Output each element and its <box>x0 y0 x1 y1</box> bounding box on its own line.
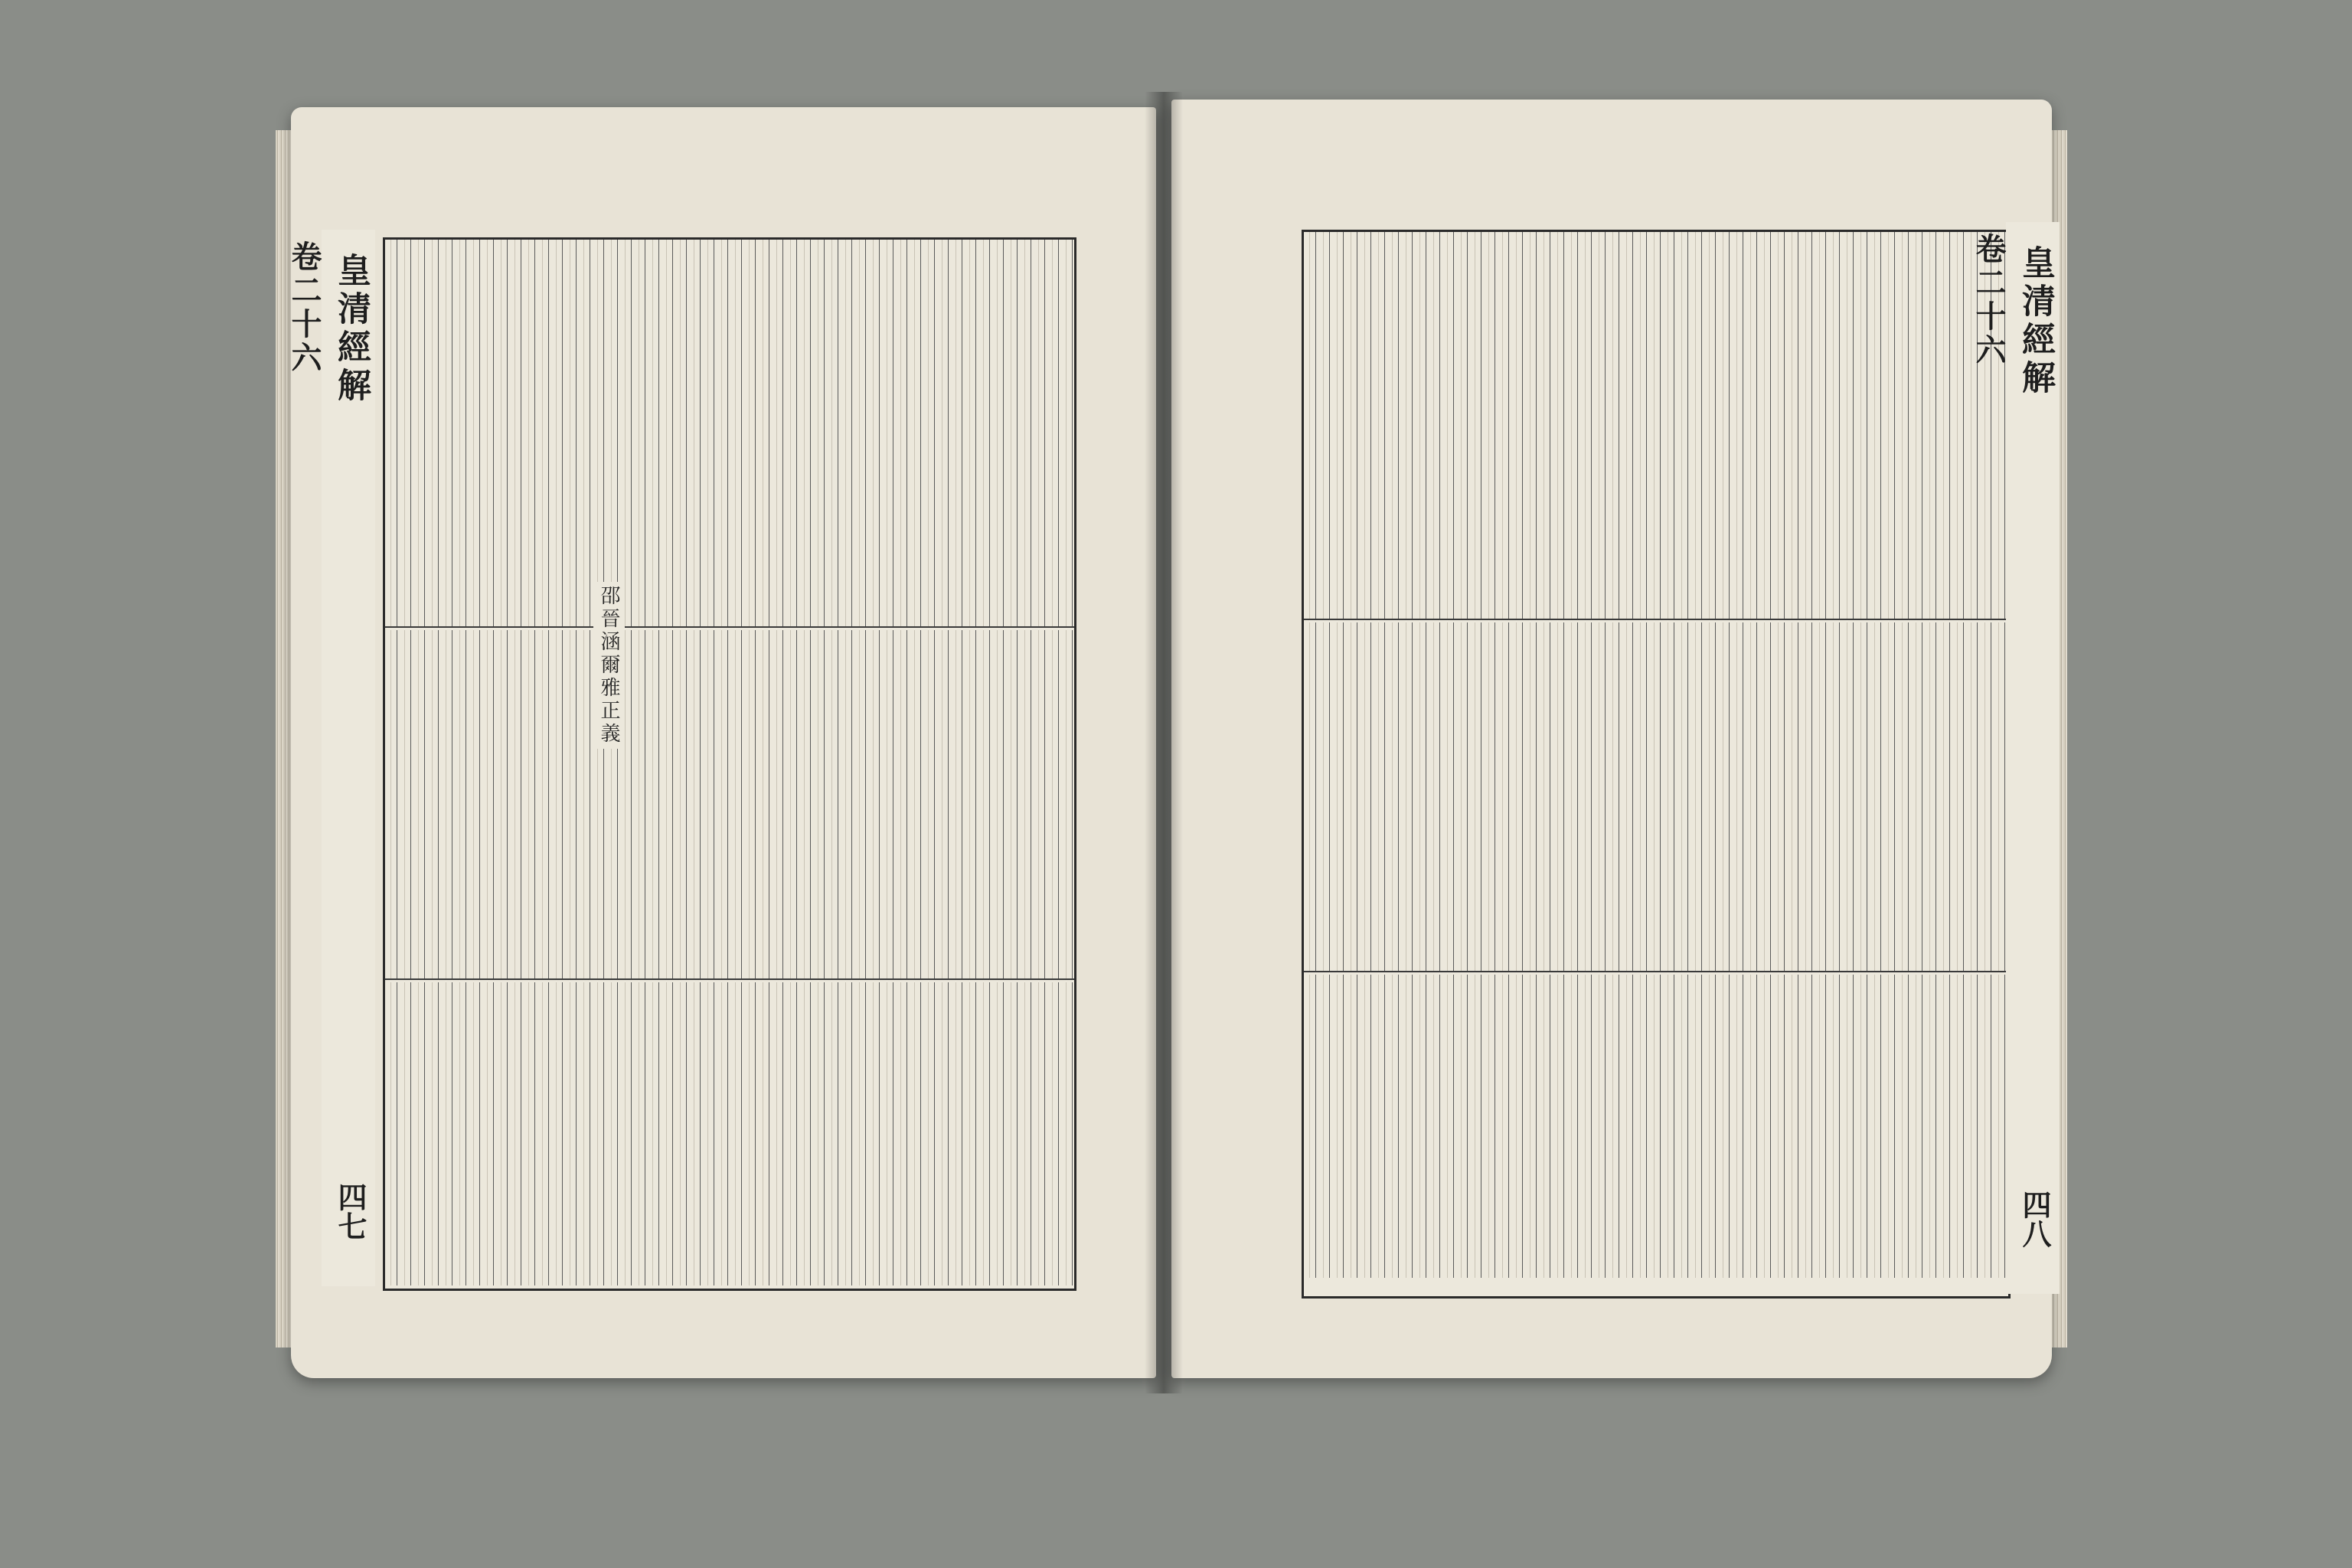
right-text-register-top <box>1304 232 2008 620</box>
book-gutter <box>1145 92 1183 1393</box>
left-text-frame <box>383 237 1076 1291</box>
right-chapter-label: 卷二十六 <box>1971 233 2007 368</box>
right-page-number: 四八 <box>2017 1190 2052 1248</box>
right-running-head <box>1971 222 2060 1294</box>
right-running-title: 皇清經解 <box>2016 245 2055 398</box>
left-text-register-bottom <box>385 982 1074 1285</box>
left-text-register-top <box>385 240 1074 628</box>
right-text-register-middle <box>1304 622 2008 972</box>
left-section-label: 邵晉涵爾雅正義 <box>593 582 625 749</box>
left-running-title: 皇清經解 <box>332 253 371 406</box>
left-chapter-label: 卷二十六 <box>286 240 322 375</box>
left-text-register-middle <box>385 630 1074 980</box>
left-running-head <box>286 230 375 1286</box>
left-page-number: 四七 <box>333 1182 368 1240</box>
open-book <box>286 84 2055 1401</box>
right-text-register-bottom <box>1304 975 2008 1278</box>
right-text-frame <box>1302 230 2011 1298</box>
